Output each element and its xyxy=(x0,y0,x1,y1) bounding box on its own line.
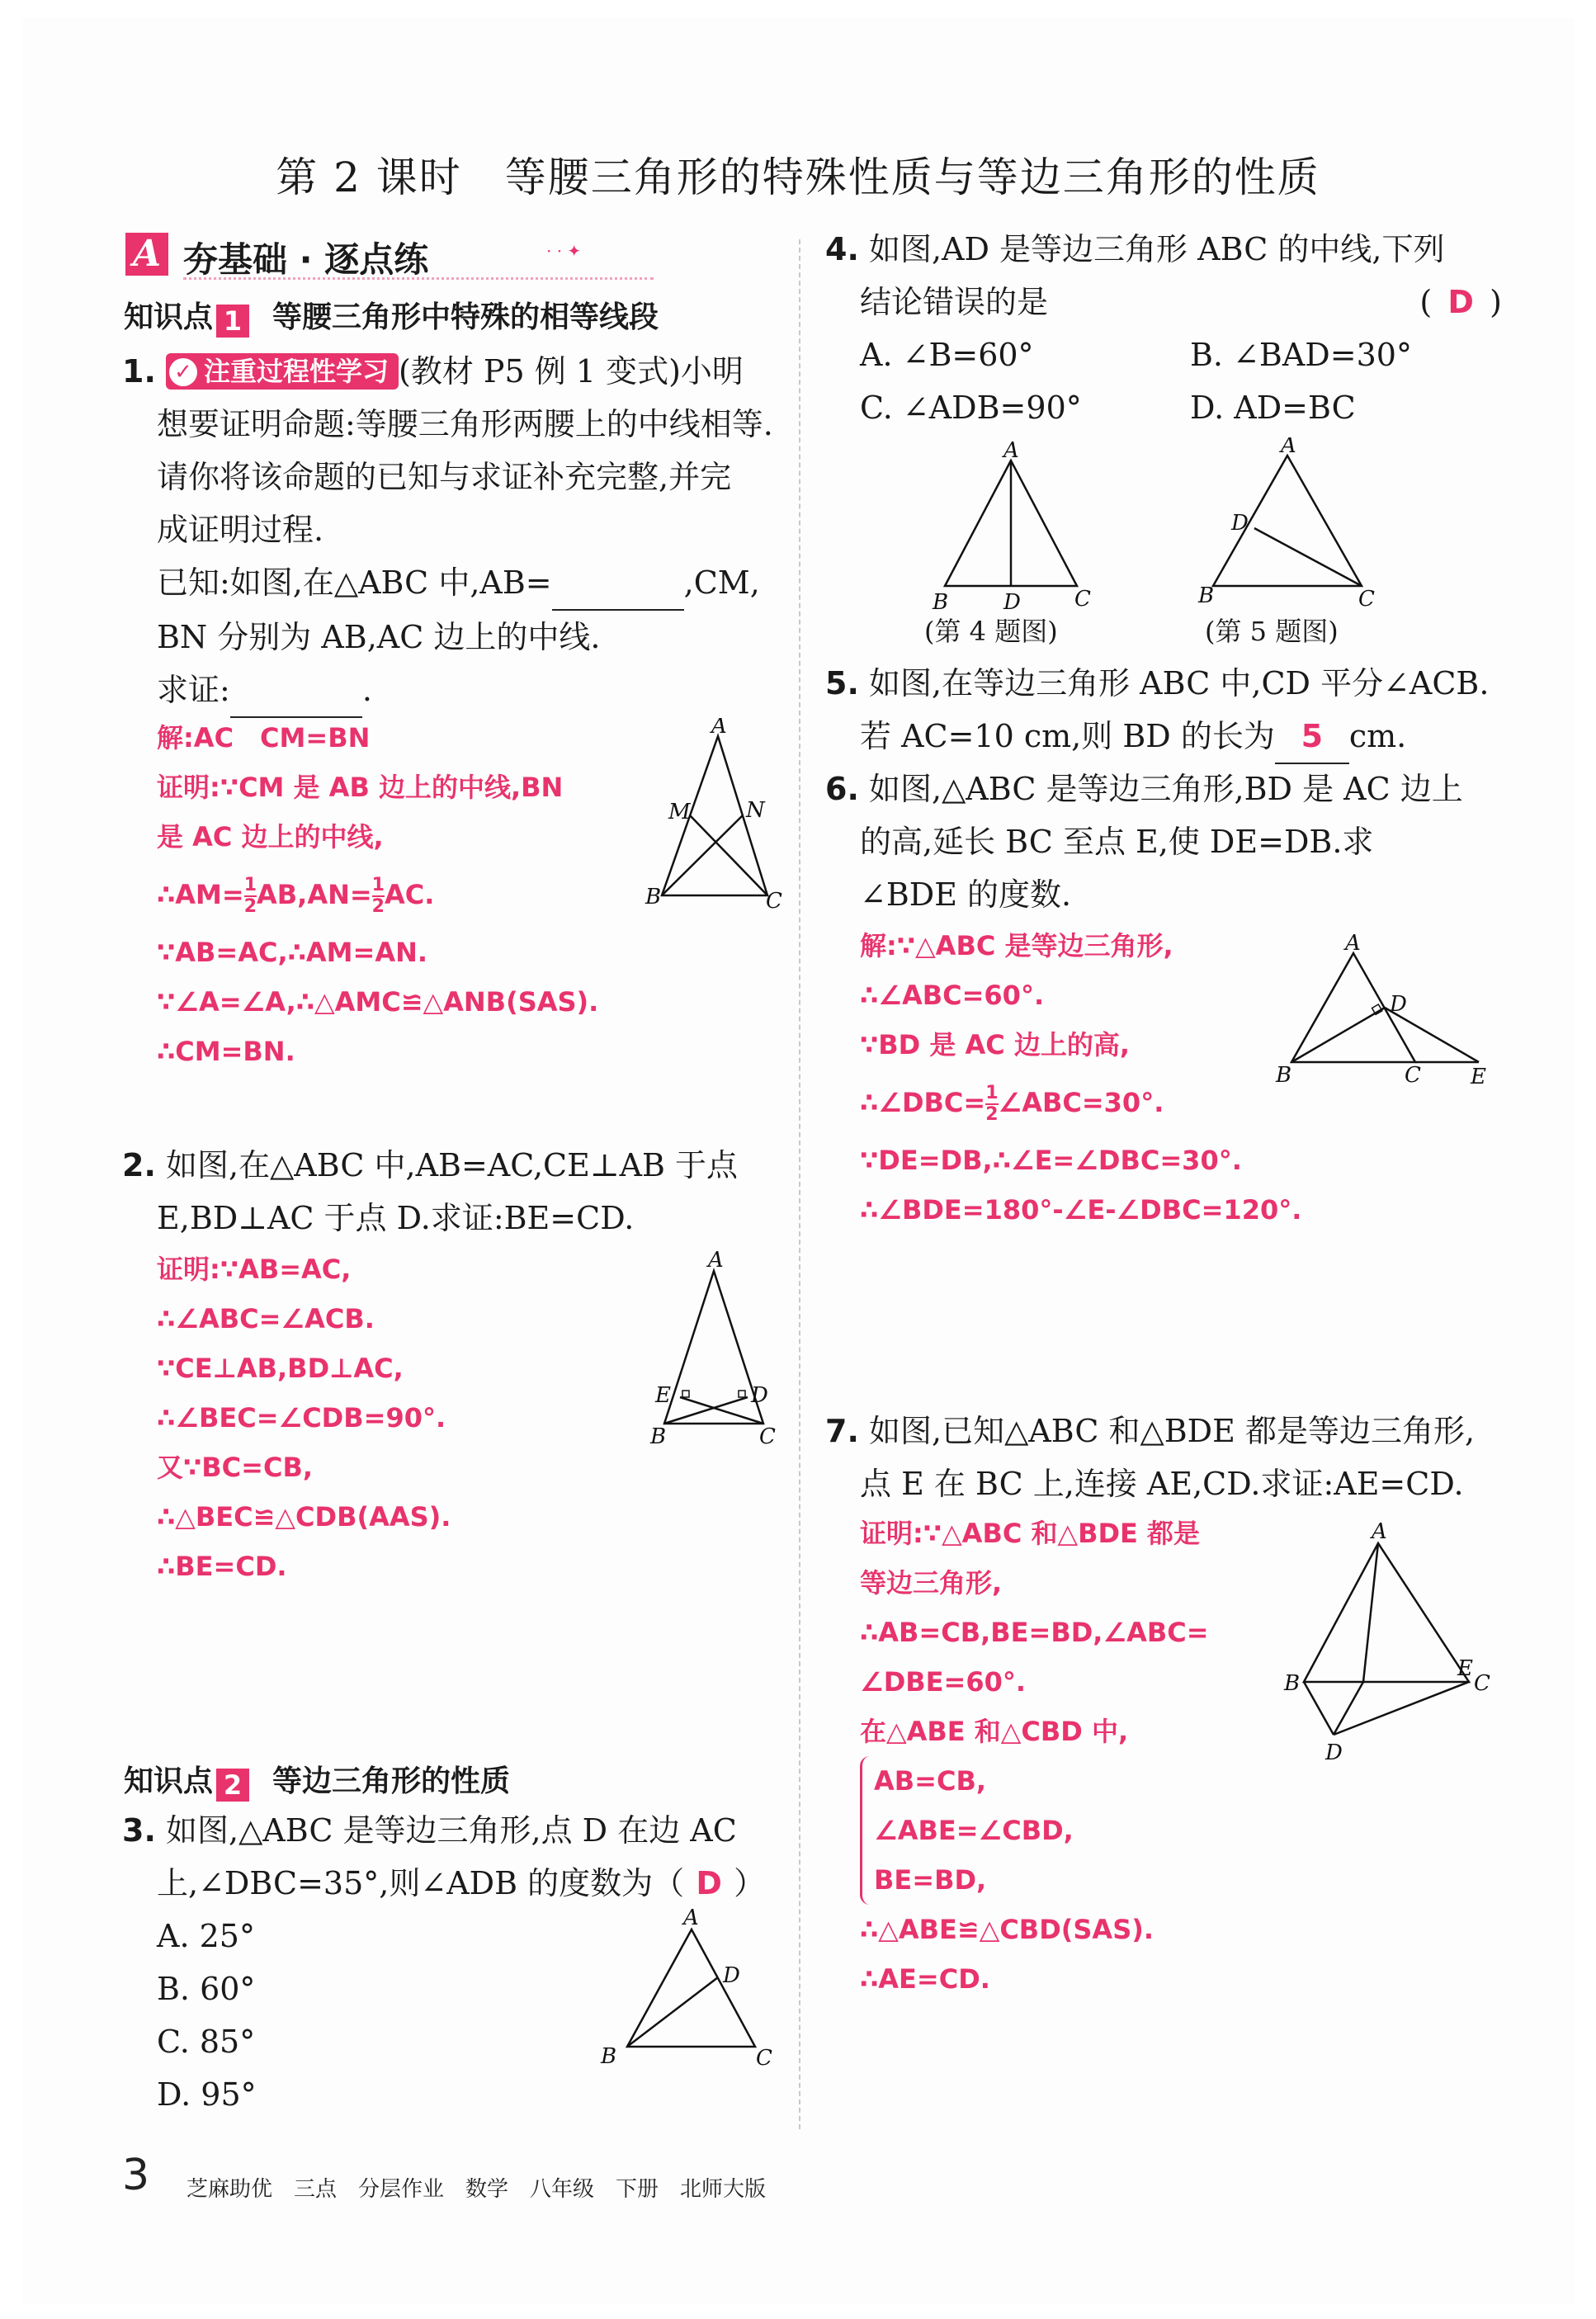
svg-text:C: C xyxy=(1405,1063,1421,1088)
svg-text:D: D xyxy=(1325,1740,1343,1765)
question-4: 4. 如图,AD 是等边三角形 ABC 的中线,下列 结论错误的是 ( D ) A. ∠B=60° B. ∠BAD=30° C. ∠ADB=90° D. AD=BC xyxy=(825,223,1502,434)
svg-text:C: C xyxy=(1074,587,1091,612)
svg-text:D: D xyxy=(1231,511,1249,536)
prove-blank[interactable] xyxy=(230,664,362,718)
q4-option-b[interactable]: B. ∠BAD=30° xyxy=(1190,337,1412,373)
page-number: 3 xyxy=(122,2151,150,2200)
process-learning-tag: ✓ 注重过程性学习 xyxy=(166,353,399,390)
svg-text:A: A xyxy=(708,1250,724,1273)
q4-option-a[interactable]: A. ∠B=60° xyxy=(860,337,1034,373)
q6-answer: 解:∵△ABC 是等边三角形, ∴∠ABC=60°. ∵BD 是 AC 边上的高, ∴∠DBC= $\frac{1}{2}$ ∠ABC=30°. ∵DE=DB,∴∠E=∠DBC=30°. ∴∠BDE=180°-∠E-∠DBC=120°. xyxy=(860,930,1302,1226)
q4-answer: D xyxy=(1447,284,1474,320)
svg-text:D: D xyxy=(723,1963,740,1988)
question-2: 2. 如图,在△ABC 中,AB=AC,CE⊥AB 于点 E,BD⊥AC 于点 D.求证:BE=CD. xyxy=(122,1147,739,1236)
svg-text:A: A xyxy=(1281,437,1296,458)
section-underline xyxy=(183,277,654,280)
svg-text:B: B xyxy=(650,1424,667,1449)
column-divider xyxy=(799,239,800,2129)
q5-answer: 5 xyxy=(1275,710,1349,764)
q7-brace-group: AB=CB, ∠ABE=∠CBD, BE=BD, xyxy=(860,1756,1209,1905)
q3-option-c[interactable]: C. 85° xyxy=(157,2024,256,2060)
q7-answer: 证明:∵△ABC 和△BDE 都是 等边三角形, ∴AB=CB,BE=BD,∠ABC= ∠DBE=60°. 在△ABE 和△CBD 中, AB=CB, ∠ABE=∠CBD, BE=BD, ∴△ABE≌△CBD(SAS). ∴AE=CD. xyxy=(860,1518,1209,1995)
svg-text:A: A xyxy=(711,718,727,739)
q4-figure xyxy=(916,437,1114,615)
q2-figure xyxy=(644,1250,784,1457)
q1-answer: 解:AC CM=BN 证明:∵CM 是 AB 边上的中线,BN 是 AC 边上的中线, ∴AM= $\frac{1}{2}$ AB,AN= $\frac{1}{2}$ AC. ∵AB=AC,∴AM=AN. ∵∠A=∠A,∴△AMC≌△ANB(SAS). ∴CM=BN. xyxy=(157,722,599,1067)
svg-text:C: C xyxy=(1474,1671,1490,1696)
knowledge-point-1: 知识点 1 等腰三角形中特殊的相等线段 xyxy=(124,300,659,337)
q1-figure xyxy=(644,718,784,916)
question-7: 7. 如图,已知△ABC 和△BDE 都是等边三角形, 点 E 在 BC 上,连接 AE,CD.求证:AE=CD. xyxy=(825,1413,1476,1502)
check-icon: ✓ xyxy=(169,358,197,386)
svg-text:C: C xyxy=(766,889,782,914)
section-banner xyxy=(125,229,654,281)
footer-book-info: 芝麻助优 三点 分层作业 数学 八年级 下册 北师大版 xyxy=(187,2177,767,2202)
svg-text:A: A xyxy=(1003,438,1019,463)
svg-text:C: C xyxy=(759,1424,776,1449)
q4-option-d[interactable]: D. AD=BC xyxy=(1190,390,1356,426)
svg-text:A: A xyxy=(1372,1519,1387,1544)
q3-option-a[interactable]: A. 25° xyxy=(157,1918,255,1954)
question-5: 5. 如图,在等边三角形 ABC 中,CD 平分∠ACB. 若 AC=10 cm,则 BD 的长为 5 cm. xyxy=(825,657,1502,764)
section-label: 夯基础 · 逐点练 xyxy=(183,239,429,280)
svg-text:B: B xyxy=(1284,1671,1301,1696)
q5-figure-caption: (第 5 题图) xyxy=(1205,616,1339,647)
q3-option-d[interactable]: D. 95° xyxy=(157,2076,257,2113)
svg-text:B: B xyxy=(1276,1063,1292,1088)
svg-text:B: B xyxy=(1198,583,1215,608)
svg-text:C: C xyxy=(756,2046,772,2071)
page-title: 第 2 课时 等腰三角形的特殊性质与等边三角形的性质 xyxy=(276,153,1320,201)
q2-answer: 证明:∵AB=AC, ∴∠ABC=∠ACB. ∵CE⊥AB,BD⊥AC, ∴∠BEC=∠CDB=90°. 又∵BC=CB, ∴△BEC≌△CDB(AAS). ∴BE=CD. xyxy=(157,1254,451,1582)
svg-text:E: E xyxy=(1471,1065,1486,1089)
svg-text:D: D xyxy=(1390,992,1407,1017)
knowledge-point-2: 知识点 2 等边三角形的性质 xyxy=(124,1764,511,1801)
svg-text:C: C xyxy=(1358,587,1375,612)
question-6: 6. 如图,△ABC 是等边三角形,BD 是 AC 边上 的高,延长 BC 至点 E,使 DE=DB.求 ∠BDE 的度数. xyxy=(825,771,1463,913)
q3-option-b[interactable]: B. 60° xyxy=(157,1971,256,2007)
question-1: 1. ✓ 注重过程性学习 (教材 P5 例 1 变式)小明 想要证明命题:等腰三角形两腰上的中线相等. 请你将该命题的已知与求证补充完整,并完 成证明过程. 已知:如图,在△ABC 中,AB= ,CM, BN 分别为 AB,AC 边上的中线. 求证: . xyxy=(122,345,782,718)
svg-text:E: E xyxy=(1457,1656,1473,1681)
svg-text:B: B xyxy=(933,590,949,615)
section-dots: · · ✦ xyxy=(546,241,582,261)
svg-text:D: D xyxy=(751,1383,768,1408)
given-blank[interactable] xyxy=(552,556,684,611)
q5-figure xyxy=(1188,437,1395,615)
svg-text:N: N xyxy=(746,798,765,823)
q3-answer: D xyxy=(696,1865,722,1901)
svg-text:A: A xyxy=(1345,931,1361,956)
svg-text:D: D xyxy=(1003,590,1021,615)
q7-figure xyxy=(1271,1518,1494,1766)
section-badge: A xyxy=(125,233,168,276)
q4-figure-caption: (第 4 题图) xyxy=(924,616,1058,647)
svg-text:B: B xyxy=(601,2044,617,2069)
q6-figure xyxy=(1263,928,1494,1102)
svg-text:A: A xyxy=(683,1906,699,1930)
svg-text:E: E xyxy=(655,1383,671,1408)
q3-figure xyxy=(594,1906,784,2071)
svg-text:B: B xyxy=(645,885,662,909)
q4-option-c[interactable]: C. ∠ADB=90° xyxy=(860,390,1082,426)
question-3: 3. 如图,△ABC 是等边三角形,点 D 在边 AC 上,∠DBC=35°,则∠ADB 的度数为（ D ） A. 25° B. 60° C. 85° D. 95° xyxy=(122,1804,782,2121)
svg-text:M: M xyxy=(668,800,691,824)
